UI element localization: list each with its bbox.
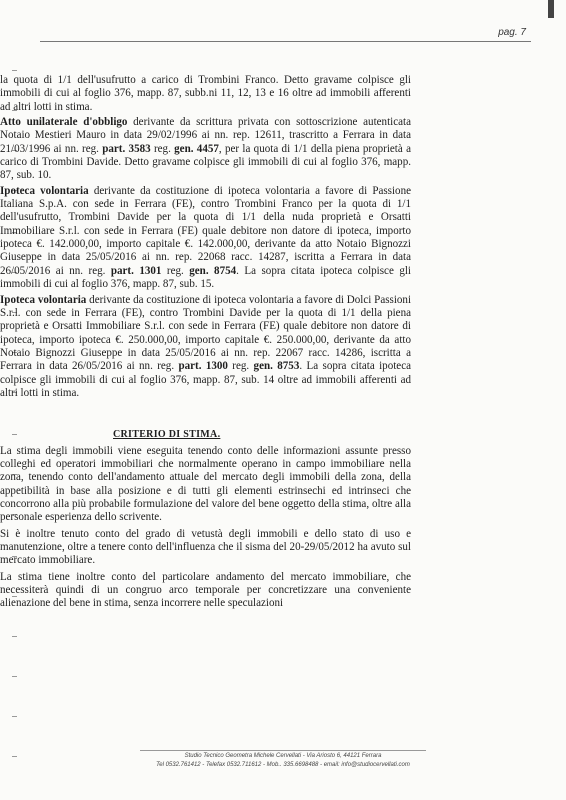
bold-text: Atto unilaterale d'obbligo [0, 116, 128, 129]
top-right-mark [548, 0, 554, 18]
paragraph: La stima tiene inoltre conto del particolare andamento del mercato immobiliare, che necessiterà quindi di un congruo arco temporale per concretizzare una conveniente alienazione del bene in stima, senza incorrere nelle speculazioni [0, 570, 411, 610]
bold-text: gen. 8754 [189, 264, 237, 277]
encumbrance-list [0, 74, 566, 400]
header-rule [40, 41, 531, 42]
page-number: pag. 7 [498, 27, 526, 38]
section-title: CRITERIO DI STIMA. [113, 429, 221, 441]
encumbrance-item [0, 294, 411, 401]
text: reg. [227, 360, 254, 373]
bold-text: gen. 8753 [253, 360, 300, 373]
footer-contacts: Tel 0532.761412 - Telefax 0532.711612 - Mob.. 335.6698488 - email: info@studiocervellati.com [156, 762, 410, 768]
footer-rule [140, 750, 426, 751]
encumbrance-item [0, 185, 411, 292]
text: derivante da scrittura privata con sottoscrizione autenticata Notaio Mestieri Mauro in data 29/02/1996 ai nn. rep. 12611, trascritto a Ferrara in data 21/03/1996 ai nn. reg. [0, 116, 411, 155]
bold-text: gen. 4457 [174, 142, 219, 155]
encumbrance-item [0, 74, 411, 114]
footer-address: Studio Tecnico Geometra Michele Cervellati - Via Ariosto 6, 44121 Ferrara [184, 753, 382, 759]
text: derivante da costituzione di ipoteca volontaria a favore di Passione Italiana S.p.A. con sede in Ferrara (FE), contro Trombini Franco per la quota di 1/1 dell'usufrutto, Trombini Davide per la quota di 1/1 della nuda proprietà e Orsatti Immobiliare S.r.l. con sede in Ferrara (FE) quale debitore non datore di ipoteca, importo ipoteca €. 142.000,00, importo capitale €. 142.000,00, derivante da atto Notaio Bignozzi Giuseppe in data 25/05/2016 ai nn. rep. 22068 racc. 14287, iscritta a Ferrara in data 26/05/2016 ai nn. reg. [0, 184, 411, 277]
text: . La sopra citata ipoteca colpisce gli immobili di cui al foglio 376, mapp. 87, sub. 15. [0, 264, 411, 291]
paragraph: La stima degli immobili viene eseguita tenendo conto delle informazioni assunte presso colleghi ed operatori immobiliari che normalmente operano in campo immobiliare nella zona, tenendo conto dell'andamento attuale del mercato degli immobili della zona, della appetibilità in base alla posizione e di tutti gli elementi estrinsechi ed intrinseci che concorrono alla più probabile formulazione del valore del bene oggetto della stima, oltre alla personale esperienza dello scrivente. [0, 444, 411, 524]
encumbrance-item [0, 116, 411, 183]
bold-text: Ipoteca volontaria [0, 184, 89, 197]
text: derivante da costituzione di ipoteca volontaria a favore di Dolci Passioni S.r.l. con sede in Ferrara (FE), contro Trombini Davide per la quota di 1/1 della piena proprietà e Orsatti Immobiliare S.r.l. con sede in Ferrara (FE) quale debitore non datore di ipoteca, importo ipoteca €. 250.000,00, importo capitale €. 250.000,00, derivante da atto Notaio Bignozzi Giuseppe in data 25/05/2016 ai nn. rep. 22067 racc. 14286, iscritta a Ferrara in data 26/05/2016 ai nn. reg. [0, 293, 412, 373]
bold-text: part. 3583 [102, 142, 151, 155]
paragraph: Si è inoltre tenuto conto del grado di vetustà degli immobili e dello stato di uso e manutenzione, oltre a tenere conto dell'influenza che il sisma del 20-29/05/2012 ha avuto sul mercato immobiliare. [0, 527, 411, 567]
text: reg. [161, 264, 190, 277]
text: . La sopra citata ipoteca colpisce gli immobili di cui al foglio 376, mapp. 87, sub. 14 oltre ad immobili afferenti ad altri lotti in stima. [0, 360, 411, 399]
text: la quota di 1/1 dell'usufrutto a carico di Trombini Franco. Detto gravame colpisce gli immobili di cui al foglio 376, mapp. 87, subb.ni 11, 12, 13 e 16 oltre ad immobili afferenti ad altri lotti in stima. [0, 74, 411, 113]
document-content [0, 74, 566, 611]
text: , per la quota di 1/1 della piena proprietà a carico di Trombini Davide. Detto gravame colpisce gli immobili di cui al foglio 376, mapp. 87, sub. 10. [0, 142, 411, 182]
bold-text: part. 1301 [110, 264, 162, 277]
text: reg. [150, 142, 175, 155]
bold-text: Ipoteca volontaria [0, 293, 87, 306]
bold-text: part. 1300 [178, 360, 228, 373]
